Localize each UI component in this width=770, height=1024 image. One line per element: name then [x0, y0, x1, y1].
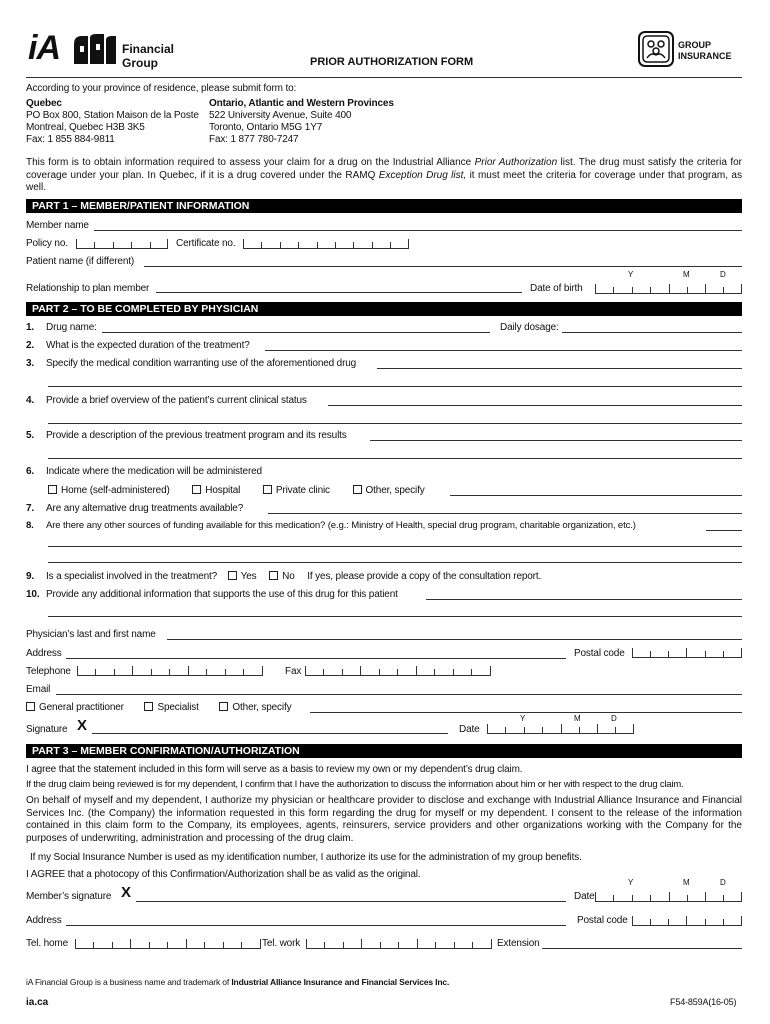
alternative-treatments-field[interactable] [268, 513, 742, 514]
q4: 4. Provide a brief overview of the patient’s current clinical status [26, 395, 307, 406]
other-location-field[interactable] [450, 495, 742, 496]
ontario-line1: 522 University Avenue, Suite 400 [209, 110, 352, 121]
dob-y-marker: Y [628, 270, 634, 279]
logo-ia-text: iA [28, 29, 60, 67]
member-date-field[interactable] [595, 892, 742, 902]
checkbox-icon [269, 571, 278, 580]
dob-d-marker: D [720, 270, 726, 279]
company-logo [28, 28, 178, 72]
q3: 3. Specify the medical condition warranting use of the aforementioned drug [26, 358, 357, 369]
member-postal-label: Postal code [577, 915, 628, 926]
funding-sources-field-3[interactable] [48, 562, 742, 563]
q8: 8. Are there any other sources of funding available for this medication? (e.g.: Ministry of Health, special drug program, charitable organization, etc.) [26, 520, 636, 531]
ontario-title: Ontario, Atlantic and Western Provinces [209, 98, 394, 109]
q1: 1. Drug name: [26, 322, 97, 333]
policy-no-label: Policy no. [26, 238, 68, 249]
form-title: PRIOR AUTHORIZATION FORM [310, 56, 474, 68]
part3-para-3: On behalf of myself and my dependent, I authorize my physician or healthcare provider to disclose and exchange with Industrial Alliance Insurance and Financial Services Inc. (the Company) the information requested in this form regarding the drug for myself or my dependent. I consent to the release of the information contained in this claim form to the Company, its employees, agents, reinsurers, service providers and other organizations working with the Company for the purposes of underwriting, administration and processing of the drug claim. [26, 795, 742, 844]
daily-dosage-field[interactable] [562, 332, 742, 333]
member-date-label: Date [574, 891, 595, 902]
specialist-checkbox[interactable]: Specialist [144, 702, 198, 713]
extension-field[interactable] [542, 948, 742, 949]
home-checkbox[interactable]: Home (self-administered) [48, 485, 170, 496]
private-clinic-checkbox[interactable]: Private clinic [263, 485, 330, 496]
member-address-label: Address [26, 915, 62, 926]
part3-para-4: If my Social Insurance Number is used as my identification number, I authorize its use for the administration of my group benefits. [30, 852, 582, 863]
checkbox-icon [263, 485, 272, 494]
physician-postal-label: Postal code [574, 648, 625, 659]
q9-note: If yes, please provide a copy of the consultation report. [307, 571, 542, 582]
physician-address-label: Address [26, 648, 62, 659]
physician-date-label: Date [459, 724, 480, 735]
certificate-no-label: Certificate no. [176, 238, 236, 249]
drug-name-field[interactable] [102, 332, 490, 333]
intro-italic-1: Prior Authorization [474, 157, 558, 168]
header-divider [26, 77, 742, 78]
extension-label: Extension [497, 938, 540, 949]
dob-field[interactable] [595, 284, 742, 294]
other-location-checkbox[interactable]: Other, specify [353, 485, 425, 496]
submit-intro: According to your province of residence, please submit form to: [26, 83, 297, 94]
patient-name-label: Patient name (if different) [26, 256, 135, 267]
member-signature-field[interactable] [136, 901, 566, 902]
physician-date-y: Y [520, 714, 526, 723]
logo-group-text: Group [122, 56, 158, 70]
intro-text-2: list. The drug must satisfy the criteria for coverage under your plan. In Quebec, if it is a drug covered under the RAMQ [26, 157, 742, 181]
relationship-label: Relationship to plan member [26, 283, 150, 294]
telephone-label: Telephone [26, 666, 71, 677]
email-field[interactable] [56, 694, 742, 695]
daily-dosage-label: Daily dosage: [500, 322, 559, 333]
q2: 2. What is the expected duration of the treatment? [26, 340, 250, 351]
part2-header: PART 2 – TO BE COMPLETED BY PHYSICIAN [26, 302, 742, 316]
intro-text-3: it must meet the criteria for coverage under that program, as well. [26, 169, 742, 193]
q9: 9. Is a specialist involved in the treatment? Yes No If yes, please provide a copy of the consultation report. [26, 571, 542, 582]
quebec-title: Quebec [26, 98, 62, 109]
checkbox-icon [26, 702, 35, 711]
part3-header: PART 3 – MEMBER CONFIRMATION/AUTHORIZATION [26, 744, 742, 758]
certificate-no-field[interactable] [243, 239, 409, 249]
medical-condition-field-2[interactable] [48, 386, 742, 387]
member-name-field[interactable] [94, 230, 742, 231]
ontario-line3: Fax: 1 877 780-7247 [209, 134, 299, 145]
q10: 10. Provide any additional information that supports the use of this drug for this patient [26, 589, 398, 600]
quebec-line3: Fax: 1 855 884-9811 [26, 134, 115, 145]
funding-sources-field-2[interactable] [48, 546, 742, 547]
medical-condition-field[interactable] [377, 368, 742, 369]
dob-m-marker: M [683, 270, 690, 279]
website: ia.ca [26, 997, 49, 1008]
part3-para-5: I AGREE that a photocopy of this Confirmation/Authorization shall be as valid as the original. [26, 869, 421, 880]
fax-label: Fax [285, 666, 302, 677]
previous-treatment-field-2[interactable] [48, 458, 742, 459]
general-practitioner-checkbox[interactable]: General practitioner [26, 702, 124, 713]
previous-treatment-field[interactable] [370, 440, 742, 441]
member-address-field[interactable] [66, 925, 566, 926]
other-type-field[interactable] [310, 712, 742, 713]
physician-address-field[interactable] [66, 658, 566, 659]
checkbox-icon [353, 485, 362, 494]
fax-field[interactable] [305, 666, 491, 676]
hospital-checkbox[interactable]: Hospital [192, 485, 240, 496]
checkbox-icon [144, 702, 153, 711]
quebec-line1: PO Box 800, Station Maison de la Poste [26, 110, 199, 121]
email-label: Email [26, 684, 51, 695]
quebec-line2: Montreal, Quebec H3B 3K5 [26, 122, 145, 133]
q5: 5. Provide a description of the previous treatment program and its results [26, 430, 347, 441]
trademark-note: iA Financial Group is a business name and trademark of Industrial Alliance Insurance and Financial Services Inc. [26, 977, 450, 987]
specialist-yes-checkbox[interactable]: Yes [228, 571, 257, 582]
physician-date-m: M [574, 714, 581, 723]
group-insurance-line1: GROUP [678, 40, 712, 50]
q6-options [48, 485, 425, 496]
physician-date-field[interactable] [487, 724, 634, 734]
part3-para-2: If the drug claim being reviewed is for my dependent, I confirm that I have the authorization to discuss the information about him or her with respect to the drug claim. [26, 779, 684, 790]
checkbox-icon [219, 702, 228, 711]
telephone-field[interactable] [77, 666, 263, 676]
member-date-m: M [683, 878, 690, 887]
funding-sources-field[interactable] [706, 530, 742, 531]
group-insurance-line2: INSURANCE [678, 51, 732, 61]
group-insurance-icon [638, 31, 674, 67]
tel-work-field[interactable] [306, 939, 492, 949]
physician-date-d: D [611, 714, 617, 723]
checkbox-icon [228, 571, 237, 580]
member-signature-x: X [121, 884, 132, 901]
physician-signature-field[interactable] [92, 733, 448, 734]
specialist-no-checkbox[interactable]: No [269, 571, 294, 582]
policy-no-field[interactable] [76, 239, 168, 249]
member-date-d: D [720, 878, 726, 887]
member-signature-label: Member’s signature [26, 891, 112, 902]
physician-type-options [26, 702, 291, 713]
physician-name-field[interactable] [167, 639, 742, 640]
checkbox-icon [192, 485, 201, 494]
physician-signature-x: X [77, 717, 88, 734]
physician-name-label: Physician’s last and first name [26, 629, 156, 640]
logo-financial-text: Financial [122, 42, 175, 56]
clinical-status-field[interactable] [328, 405, 742, 406]
q6: 6. Indicate where the medication will be administered [26, 466, 262, 477]
intro-text-1: This form is to obtain information required to assess your claim for a drug on the Industrial Alliance [26, 157, 475, 168]
dob-label: Date of birth [530, 283, 583, 294]
tel-home-label: Tel. home [26, 938, 69, 949]
physician-signature-label: Signature [26, 724, 68, 735]
member-date-y: Y [628, 878, 634, 887]
ontario-line2: Toronto, Ontario M5G 1Y7 [209, 122, 323, 133]
relationship-field[interactable] [156, 292, 522, 293]
part3-para-1: I agree that the statement included in this form will serve as a basis to review my own or my dependent’s drug claim. [26, 764, 523, 775]
tel-work-label: Tel. work [262, 938, 301, 949]
additional-info-field-2[interactable] [48, 616, 742, 617]
intro-paragraph [26, 157, 742, 195]
q7: 7. Are any alternative drug treatments available? [26, 503, 244, 514]
clinical-status-field-2[interactable] [48, 423, 742, 424]
tel-home-field[interactable] [75, 939, 261, 949]
member-name-label: Member name [26, 220, 89, 231]
member-postal-field[interactable] [632, 916, 742, 926]
physician-postal-field[interactable] [632, 648, 742, 658]
intro-italic-2: Exception Drug list, [378, 169, 467, 181]
checkbox-icon [48, 485, 57, 494]
treatment-duration-field[interactable] [265, 350, 742, 351]
additional-info-field[interactable] [426, 599, 742, 600]
other-type-checkbox[interactable]: Other, specify [219, 702, 291, 713]
logo-people-icon [72, 32, 118, 66]
form-code: F54-859A(16-05) [670, 997, 737, 1007]
part1-header: PART 1 – MEMBER/PATIENT INFORMATION [26, 199, 742, 213]
patient-name-field[interactable] [144, 266, 742, 267]
